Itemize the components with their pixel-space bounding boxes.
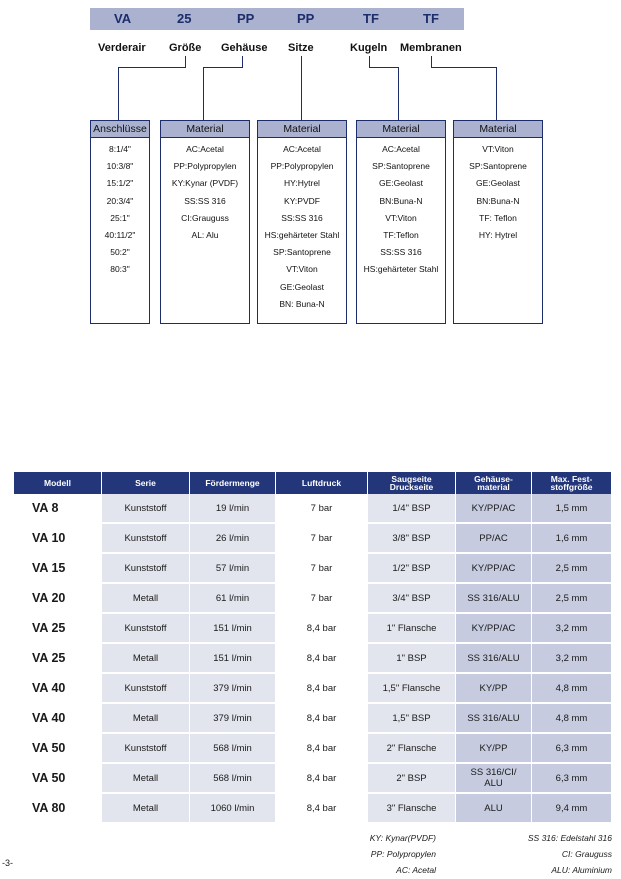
connector-size-h <box>118 67 186 68</box>
connector-balls-v2 <box>398 67 399 120</box>
table-cell: 6,3 mm <box>532 764 612 794</box>
box-item: BN: Buna-N <box>279 298 325 309</box>
table-cell: SS 316/CI/ ALU <box>456 764 532 794</box>
box-item: 80:3" <box>110 264 130 275</box>
table-cell: 2,5 mm <box>532 554 612 584</box>
box-item: SP:Santoprene <box>469 161 527 172</box>
model-cell: VA 50 <box>14 734 102 764</box>
box-item: 25:1" <box>110 212 130 223</box>
model-cell: VA 40 <box>14 674 102 704</box>
column-header: Gehäuse- material <box>456 472 532 494</box>
box-item: AC:Acetal <box>283 144 321 154</box>
table-cell: 1060 l/min <box>190 794 276 824</box>
table-cell: 1" Flansche <box>368 614 456 644</box>
box-item: PP:Polypropylen <box>270 161 334 172</box>
table-row <box>14 764 612 794</box>
table-cell: 8,4 bar <box>276 614 368 644</box>
box-item: HY: Hytrel <box>478 230 518 241</box>
table-cell: 7 bar <box>276 494 368 524</box>
table-cell: 26 l/min <box>190 524 276 554</box>
table-cell: 2" Flansche <box>368 734 456 764</box>
legend-left <box>300 830 436 878</box>
connector-seats-v <box>301 56 302 120</box>
table-cell: 1,5 mm <box>532 494 612 524</box>
box-header: Material <box>357 121 445 138</box>
model-cell: VA 50 <box>14 764 102 794</box>
legend-item: PP: Polypropylen <box>370 849 436 859</box>
model-cell: VA 20 <box>14 584 102 614</box>
box-item: AC:Acetal <box>382 144 420 154</box>
table-cell: SS 316/ALU <box>456 584 532 614</box>
table-cell: Metall <box>102 704 190 734</box>
model-code-bar <box>90 8 464 30</box>
legend-right <box>480 830 612 878</box>
box-item: HS:gehärteter Stahl <box>264 230 340 241</box>
table-row <box>14 644 612 674</box>
table-cell: 9,4 mm <box>532 794 612 824</box>
table-cell: Kunststoff <box>102 734 190 764</box>
box-seats-material <box>257 120 347 324</box>
column-header: Saugseite Druckseite <box>368 472 456 494</box>
box-item: BN:Buna-N <box>476 195 520 206</box>
model-cell: VA 80 <box>14 794 102 824</box>
table-cell: 2,5 mm <box>532 584 612 614</box>
legend-item: ALU: Aluminium <box>551 865 612 875</box>
table-cell: KY/PP/AC <box>456 494 532 524</box>
table-cell: SS 316/ALU <box>456 704 532 734</box>
table-cell: 151 l/min <box>190 644 276 674</box>
table-cell: 6,3 mm <box>532 734 612 764</box>
connector-housing-h <box>203 67 243 68</box>
column-header: Fördermenge <box>190 472 276 494</box>
box-item: SP:Santoprene <box>273 247 331 258</box>
table-cell: 8,4 bar <box>276 644 368 674</box>
table-cell: KY/PP <box>456 674 532 704</box>
box-header: Anschlüsse <box>91 121 149 138</box>
table-cell: 61 l/min <box>190 584 276 614</box>
spec-table <box>14 472 612 824</box>
model-cell: VA 25 <box>14 614 102 644</box>
table-cell: 8,4 bar <box>276 734 368 764</box>
box-item: SS:SS 316 <box>184 195 226 206</box>
box-item: 8:1/4" <box>109 144 131 154</box>
table-cell: 1,5" Flansche <box>368 674 456 704</box>
model-cell: VA 40 <box>14 704 102 734</box>
table-row <box>14 524 612 554</box>
table-cell: 8,4 bar <box>276 764 368 794</box>
box-item: KY:PVDF <box>284 195 320 206</box>
connector-housing-v2 <box>203 67 204 120</box>
column-header: Max. Fest- stoffgröße <box>532 472 612 494</box>
table-cell: 8,4 bar <box>276 704 368 734</box>
legend-item: CI: Grauguss <box>561 849 612 859</box>
table-cell: 8,4 bar <box>276 794 368 824</box>
table-cell: 1/2" BSP <box>368 554 456 584</box>
table-cell: KY/PP/AC <box>456 554 532 584</box>
box-item: GE:Geolast <box>476 178 520 189</box>
box-item: GE:Geolast <box>379 178 423 189</box>
label-kugeln: Kugeln <box>350 42 388 54</box>
table-row <box>14 734 612 764</box>
box-header: Material <box>454 121 542 138</box>
table-cell: 1,5" BSP <box>368 704 456 734</box>
label-sitze: Sitze <box>288 42 314 54</box>
table-cell: 3/4" BSP <box>368 584 456 614</box>
box-item: 40:11/2" <box>104 230 136 241</box>
table-cell: 3,2 mm <box>532 614 612 644</box>
box-item: 15:1/2" <box>106 178 134 189</box>
box-item: VT:Viton <box>286 264 318 275</box>
table-cell: 7 bar <box>276 524 368 554</box>
code-part-seats: PP <box>297 11 315 26</box>
box-balls-material <box>356 120 446 324</box>
code-part-series: VA <box>114 11 132 26</box>
box-item: VT:Viton <box>482 144 514 154</box>
box-item: VT:Viton <box>385 212 417 223</box>
box-housing-material <box>160 120 250 324</box>
label-groesse: Größe <box>169 42 202 54</box>
table-row <box>14 794 612 824</box>
table-cell: 57 l/min <box>190 554 276 584</box>
table-cell: Kunststoff <box>102 524 190 554</box>
table-row <box>14 584 612 614</box>
box-item: SS:SS 316 <box>380 247 422 258</box>
table-cell: Kunststoff <box>102 614 190 644</box>
box-header: Material <box>161 121 249 138</box>
code-part-housing: PP <box>237 11 255 26</box>
table-cell: Kunststoff <box>102 554 190 584</box>
table-cell: PP/AC <box>456 524 532 554</box>
model-cell: VA 25 <box>14 644 102 674</box>
table-cell: Metall <box>102 584 190 614</box>
column-header: Modell <box>14 472 102 494</box>
column-header: Luftdruck <box>276 472 368 494</box>
table-cell: Kunststoff <box>102 674 190 704</box>
box-item: SS:SS 316 <box>281 212 323 223</box>
table-cell: Metall <box>102 764 190 794</box>
box-item: 20:3/4" <box>106 195 134 206</box>
table-cell: 7 bar <box>276 584 368 614</box>
code-part-size: 25 <box>177 11 192 26</box>
box-item: HY:Hytrel <box>284 178 320 189</box>
box-item: TF:Teflon <box>383 230 419 241</box>
table-cell: Metall <box>102 794 190 824</box>
box-item: AC:Acetal <box>186 144 224 154</box>
box-item: SP:Santoprene <box>372 161 430 172</box>
table-body <box>14 494 612 824</box>
model-cell: VA 15 <box>14 554 102 584</box>
table-cell: 2" BSP <box>368 764 456 794</box>
box-connections <box>90 120 150 324</box>
legend-item: KY: Kynar(PVDF) <box>369 833 436 843</box>
table-cell: Metall <box>102 644 190 674</box>
table-cell: Kunststoff <box>102 494 190 524</box>
table-cell: 568 l/min <box>190 734 276 764</box>
table-header-row <box>14 472 612 494</box>
box-item: PP:Polypropylen <box>173 161 237 172</box>
table-cell: 1/4" BSP <box>368 494 456 524</box>
connector-diaphragm-v2 <box>496 67 497 120</box>
table-cell: 568 l/min <box>190 764 276 794</box>
table-cell: SS 316/ALU <box>456 644 532 674</box>
label-gehaeuse: Gehäuse <box>221 42 268 54</box>
table-row <box>14 674 612 704</box>
box-item: AL: Alu <box>191 230 219 241</box>
code-part-balls: TF <box>363 11 379 26</box>
table-cell: 379 l/min <box>190 704 276 734</box>
table-cell: 4,8 mm <box>532 704 612 734</box>
box-item: 50:2" <box>110 247 130 258</box>
connector-balls-h <box>369 67 399 68</box>
legend-item: SS 316: Edelstahl 316 <box>527 833 612 843</box>
table-cell: 1,6 mm <box>532 524 612 554</box>
table-cell: 151 l/min <box>190 614 276 644</box>
label-verderair: Verderair <box>98 42 146 54</box>
model-cell: VA 8 <box>14 494 102 524</box>
page-number: -3- <box>2 858 13 868</box>
table-cell: KY/PP <box>456 734 532 764</box>
table-cell: 7 bar <box>276 554 368 584</box>
box-item: BN:Buna-N <box>379 195 423 206</box>
table-cell: 1" BSP <box>368 644 456 674</box>
box-diaphragm-material <box>453 120 543 324</box>
legend-item: AC: Acetal <box>396 865 436 875</box>
box-item: 10:3/8" <box>106 161 134 172</box>
table-cell: ALU <box>456 794 532 824</box>
column-header: Serie <box>102 472 190 494</box>
box-item: HS:gehärteter Stahl <box>363 264 439 275</box>
table-cell: KY/PP/AC <box>456 614 532 644</box>
box-item: GE:Geolast <box>280 281 324 292</box>
connector-diaphragm-h <box>431 67 497 68</box>
table-cell: 3,2 mm <box>532 644 612 674</box>
table-row <box>14 554 612 584</box>
table-cell: 8,4 bar <box>276 674 368 704</box>
code-part-diaphragm: TF <box>423 11 439 26</box>
table-row <box>14 494 612 524</box>
table-cell: 379 l/min <box>190 674 276 704</box>
box-item: CI:Grauguss <box>181 212 229 223</box>
box-header: Material <box>258 121 346 138</box>
table-cell: 19 l/min <box>190 494 276 524</box>
table-cell: 4,8 mm <box>532 674 612 704</box>
table-cell: 3" Flansche <box>368 794 456 824</box>
box-item: TF: Teflon <box>479 212 517 223</box>
connector-size-v2 <box>118 67 119 120</box>
model-cell: VA 10 <box>14 524 102 554</box>
table-row <box>14 614 612 644</box>
table-cell: 3/8" BSP <box>368 524 456 554</box>
label-membranen: Membranen <box>400 42 462 54</box>
box-item: KY:Kynar (PVDF) <box>171 178 239 189</box>
table-row <box>14 704 612 734</box>
